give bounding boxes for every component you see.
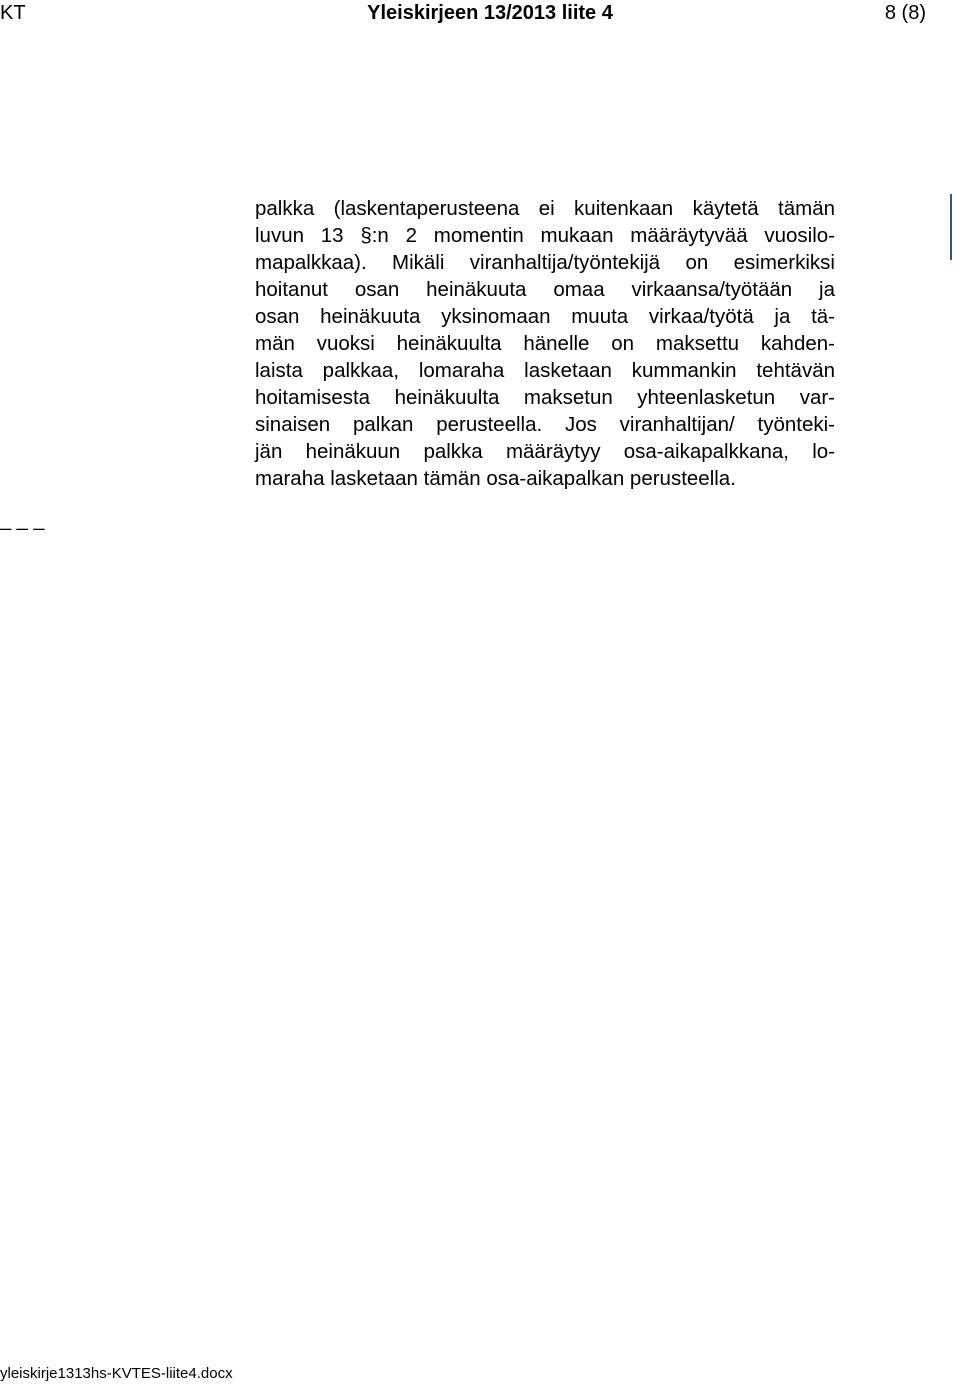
paragraph-line: palkka (laskentaperusteena ei kuitenkaan käytetä tämän	[255, 197, 835, 220]
paragraph-line: hoitamisesta heinäkuulta maksetun yhteenlasketun var-	[255, 386, 835, 409]
header-page-number: 8 (8)	[884, 2, 926, 24]
document-end-mark: _ _ _	[0, 509, 45, 531]
revision-change-bar	[950, 194, 952, 260]
paragraph-line: jän heinäkuun palkka määräytyy osa-aikapalkkana, lo-	[255, 440, 835, 463]
paragraph-line: maraha lasketaan tämän osa-aikapalkan perusteella.	[255, 467, 736, 490]
paragraph-line: mapalkkaa). Mikäli viranhaltija/työntekijä on esimerkiksi	[255, 251, 835, 274]
footer-filename: yleiskirje1313hs-KVTES-liite4.docx	[0, 1365, 233, 1382]
paragraph-line: laista palkkaa, lomaraha lasketaan kummankin tehtävän	[255, 359, 835, 382]
header-organization: KT	[0, 2, 26, 24]
paragraph-line: hoitanut osan heinäkuuta omaa virkaansa/työtään ja	[255, 278, 835, 301]
header-document-title: Yleiskirjeen 13/2013 liite 4	[367, 2, 613, 24]
paragraph-line: luvun 13 §:n 2 momentin mukaan määräytyvää vuosilo-	[255, 224, 835, 247]
paragraph-line: sinaisen palkan perusteella. Jos viranhaltijan/ työnteki-	[255, 413, 835, 436]
paragraph-line: män vuoksi heinäkuulta hänelle on maksettu kahden-	[255, 332, 835, 355]
paragraph-line: osan heinäkuuta yksinomaan muuta virkaa/työtä ja tä-	[255, 305, 835, 328]
